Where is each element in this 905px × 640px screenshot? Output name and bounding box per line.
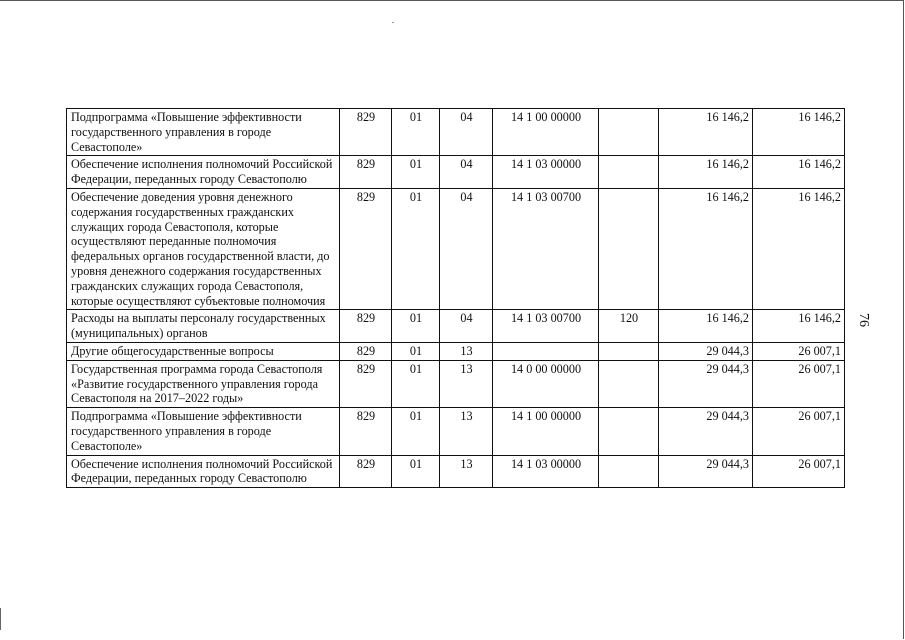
scan-mark	[0, 608, 1, 630]
expense-type-cell: 120	[599, 310, 659, 343]
subsection-code-cell: 13	[440, 408, 493, 455]
section-code-cell: 01	[392, 310, 440, 343]
amount-year2-cell: 16 146,2	[753, 310, 845, 343]
expense-type-cell	[599, 188, 659, 309]
amount-year2-cell: 26 007,1	[753, 360, 845, 407]
amount-year2-cell: 16 146,2	[753, 188, 845, 309]
row-name-cell: Расходы на выплаты персоналу государственных (муниципальных) органов	[67, 310, 340, 343]
subsection-code-cell: 04	[440, 156, 493, 189]
subsection-code-cell: 13	[440, 455, 493, 488]
budget-table	[66, 108, 845, 488]
subsection-code-cell: 13	[440, 360, 493, 407]
table-row	[67, 188, 845, 309]
expense-type-cell	[599, 360, 659, 407]
amount-year1-cell: 29 044,3	[659, 455, 753, 488]
row-name-cell: Обеспечение доведения уровня денежного содержания государственных гражданских служащих города Севастополя, которые осуществляют переданные полномочия федеральных органов государственной власти, до уровня денежного содержания государственных гражданских служащих города Севастополя, которые осуществляют субъектовые полномочия	[67, 188, 340, 309]
subsection-code-cell: 04	[440, 310, 493, 343]
section-code-cell: 01	[392, 188, 440, 309]
ministry-code-cell: 829	[340, 455, 392, 488]
amount-year2-cell: 16 146,2	[753, 109, 845, 156]
section-code-cell: 01	[392, 156, 440, 189]
table-row	[67, 360, 845, 407]
target-article-cell: 14 1 00 00000	[493, 408, 599, 455]
table-row	[67, 156, 845, 189]
table-body	[67, 109, 845, 488]
section-code-cell: 01	[392, 342, 440, 360]
amount-year2-cell: 26 007,1	[753, 342, 845, 360]
row-name-cell: Государственная программа города Севастополя «Развитие государственного управления города Севастополя на 2017–2022 годы»	[67, 360, 340, 407]
target-article-cell: 14 1 03 00000	[493, 455, 599, 488]
row-name-cell: Другие общегосударственные вопросы	[67, 342, 340, 360]
ministry-code-cell: 829	[340, 109, 392, 156]
table-row	[67, 455, 845, 488]
target-article-cell	[493, 342, 599, 360]
table-row	[67, 310, 845, 343]
expense-type-cell	[599, 109, 659, 156]
amount-year1-cell: 16 146,2	[659, 188, 753, 309]
amount-year1-cell: 16 146,2	[659, 109, 753, 156]
ministry-code-cell: 829	[340, 156, 392, 189]
amount-year1-cell: 16 146,2	[659, 156, 753, 189]
amount-year2-cell: 26 007,1	[753, 408, 845, 455]
subsection-code-cell: 04	[440, 109, 493, 156]
section-code-cell: 01	[392, 455, 440, 488]
page-number: 76	[856, 313, 871, 327]
row-name-cell: Подпрограмма «Повышение эффективности государственного управления в городе Севастополе»	[67, 408, 340, 455]
target-article-cell: 14 1 03 00700	[493, 310, 599, 343]
amount-year1-cell: 16 146,2	[659, 310, 753, 343]
amount-year1-cell: 29 044,3	[659, 408, 753, 455]
scan-speck	[392, 22, 394, 23]
target-article-cell: 14 1 00 00000	[493, 109, 599, 156]
section-code-cell: 01	[392, 109, 440, 156]
row-name-cell: Обеспечение исполнения полномочий Российской Федерации, переданных городу Севастополю	[67, 156, 340, 189]
section-code-cell: 01	[392, 408, 440, 455]
expense-type-cell	[599, 455, 659, 488]
table-row	[67, 408, 845, 455]
ministry-code-cell: 829	[340, 310, 392, 343]
row-name-cell: Подпрограмма «Повышение эффективности государственного управления в городе Севастополе»	[67, 109, 340, 156]
amount-year1-cell: 29 044,3	[659, 360, 753, 407]
target-article-cell: 14 1 03 00000	[493, 156, 599, 189]
section-code-cell: 01	[392, 360, 440, 407]
target-article-cell: 14 1 03 00700	[493, 188, 599, 309]
expense-type-cell	[599, 408, 659, 455]
subsection-code-cell: 13	[440, 342, 493, 360]
expense-type-cell	[599, 156, 659, 189]
ministry-code-cell: 829	[340, 188, 392, 309]
amount-year2-cell: 26 007,1	[753, 455, 845, 488]
ministry-code-cell: 829	[340, 408, 392, 455]
amount-year2-cell: 16 146,2	[753, 156, 845, 189]
table-row	[67, 342, 845, 360]
expense-type-cell	[599, 342, 659, 360]
subsection-code-cell: 04	[440, 188, 493, 309]
row-name-cell: Обеспечение исполнения полномочий Российской Федерации, переданных городу Севастополю	[67, 455, 340, 488]
table-row	[67, 109, 845, 156]
target-article-cell: 14 0 00 00000	[493, 360, 599, 407]
ministry-code-cell: 829	[340, 342, 392, 360]
amount-year1-cell: 29 044,3	[659, 342, 753, 360]
ministry-code-cell: 829	[340, 360, 392, 407]
